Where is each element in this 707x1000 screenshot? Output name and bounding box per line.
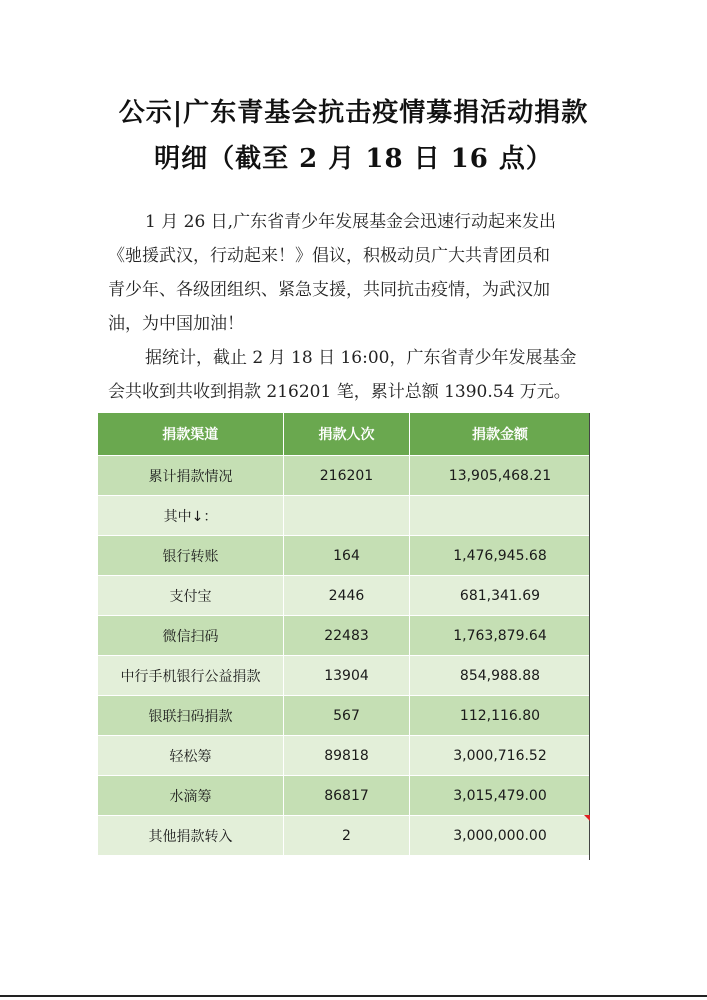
paragraph-2-line-2: 会共收到共收到捐款 216201 笔，累计总额 1390.54 万元。 xyxy=(108,382,571,402)
header-count: 捐款人次 xyxy=(284,413,410,456)
cell-channel: 其中↓： xyxy=(98,496,284,536)
table-row xyxy=(98,816,591,856)
cell-amount: 3,015,479.00 xyxy=(410,776,591,816)
header-channel: 捐款渠道 xyxy=(98,413,284,456)
cell-count: 2 xyxy=(284,816,410,856)
paragraph-1-line-1: 1 月 26 日,广东省青少年发展基金会迅速行动起来发出 xyxy=(145,212,557,232)
cell-channel: 轻松筹 xyxy=(98,736,284,776)
table-row xyxy=(98,616,591,656)
cell-count: 216201 xyxy=(284,456,410,496)
cell-count: 567 xyxy=(284,696,410,736)
paragraph-1-line-2: 《驰援武汉，行动起来！》倡议，积极动员广大共青团员和 xyxy=(108,246,550,266)
cell-count: 164 xyxy=(284,536,410,576)
cell-channel: 银行转账 xyxy=(98,536,284,576)
cell-count: 22483 xyxy=(284,616,410,656)
cell-amount: 1,763,879.64 xyxy=(410,616,591,656)
cell-channel: 微信扫码 xyxy=(98,616,284,656)
cell-channel: 其他捐款转入 xyxy=(98,816,284,856)
header-amount: 捐款金额 xyxy=(410,413,591,456)
table-row xyxy=(98,696,591,736)
cell-count: 86817 xyxy=(284,776,410,816)
cell-channel: 支付宝 xyxy=(98,576,284,616)
table-row xyxy=(98,576,591,616)
cell-amount: 112,116.80 xyxy=(410,696,591,736)
paragraph-2-line-1: 据统计，截止 2 月 18 日 16:00，广东省青少年发展基金 xyxy=(145,348,577,368)
cell-count: 2446 xyxy=(284,576,410,616)
cell-amount: 13,905,468.21 xyxy=(410,456,591,496)
cell-channel: 累计捐款情况 xyxy=(98,456,284,496)
table-row xyxy=(98,536,591,576)
donation-table xyxy=(97,413,591,856)
page-title-line-1: 公示|广东青基会抗击疫情募捐活动捐款 xyxy=(118,98,589,128)
page-title-line-2: 明细（截至 2 月 18 日 16 点） xyxy=(154,144,553,174)
cell-amount xyxy=(410,496,591,536)
cell-channel: 中行手机银行公益捐款 xyxy=(98,656,284,696)
paragraph-1-line-4: 油，为中国加油！ xyxy=(108,314,244,334)
cell-amount: 3,000,000.00 xyxy=(410,816,591,856)
cell-channel: 水滴筹 xyxy=(98,776,284,816)
cell-amount: 854,988.88 xyxy=(410,656,591,696)
cell-amount: 681,341.69 xyxy=(410,576,591,616)
table-row xyxy=(98,456,591,496)
cell-count: 89818 xyxy=(284,736,410,776)
table-row xyxy=(98,736,591,776)
table-right-border xyxy=(589,413,590,860)
page-bottom-rule xyxy=(0,995,707,997)
cell-channel: 银联扫码捐款 xyxy=(98,696,284,736)
table-header-row xyxy=(98,413,591,456)
cell-count: 13904 xyxy=(284,656,410,696)
cell-count xyxy=(284,496,410,536)
cell-amount: 3,000,716.52 xyxy=(410,736,591,776)
paragraph-1-line-3: 青少年、各级团组织、紧急支援，共同抗击疫情，为武汉加 xyxy=(108,280,550,300)
table-row xyxy=(98,656,591,696)
cell-amount: 1,476,945.68 xyxy=(410,536,591,576)
cell-comment-marker xyxy=(584,815,590,821)
table-row xyxy=(98,496,591,536)
table-row xyxy=(98,776,591,816)
